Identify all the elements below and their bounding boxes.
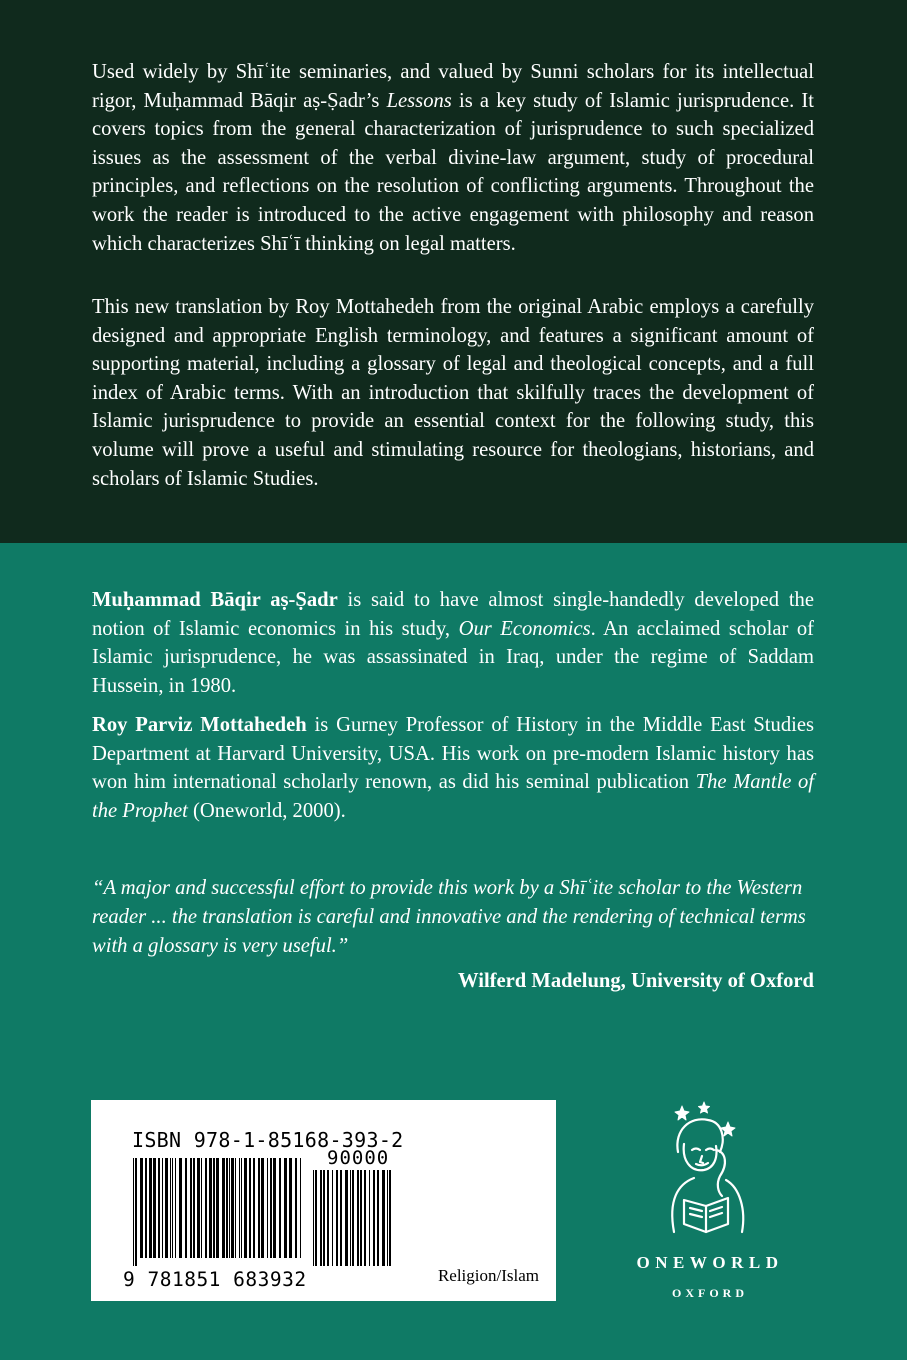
- barcode-bar: [222, 1158, 225, 1258]
- barcode-bar: [273, 1158, 276, 1258]
- blurb-paragraph-1: Used widely by Shīʿite seminaries, and valued by Sunni scholars for its intellectual rigor, Muḥammad Bāqir aṣ-Ṣadr’s Lessons is a key study of Islamic jurisprudence. It covers topics from the general characterization of jurisprudence to such specialized issues as the assessment of the verbal divine-law argument, study of procedural principles, and reflections on the resolution of conflicting arguments. Throughout the work the reader is introduced to the active engagement with philosophy and reason which characterizes Shīʿī thinking on legal matters.: [92, 61, 814, 255]
- translator-bio-mottahedeh: Roy Parviz Mottahedeh is Gurney Professor of History in the Middle East Studies Department at Harvard University, USA. His work on pre-modern Islamic history has won him international scholarly renown, as did his seminal publication The Mantle of the Prophet (Oneworld, 2000).: [92, 714, 814, 822]
- barcode-bar: [289, 1158, 292, 1258]
- book-title-our-economics: Our Economics: [458, 617, 591, 640]
- isbn-label: ISBN 978-1-85168-393-2: [132, 1128, 404, 1152]
- barcode-bar: [249, 1158, 251, 1258]
- barcode-bar: [205, 1158, 207, 1258]
- barcode-bar: [153, 1158, 156, 1258]
- ean-barcode: [133, 1158, 303, 1266]
- barcode-bar: [175, 1158, 176, 1258]
- barcode-bar: [179, 1158, 182, 1258]
- barcode-bar: [231, 1158, 234, 1258]
- barcode-bar: [373, 1170, 375, 1266]
- review-quote: “A major and successful effort to provide this work by a Shīʿite scholar to the Western reader ... the translation is careful and innovative and the rendering of technical terms with a glossary is very useful.”: [92, 877, 806, 957]
- barcode-bar: [261, 1158, 264, 1258]
- barcode-bar: [270, 1158, 272, 1258]
- barcode-bar: [295, 1158, 297, 1258]
- reading-figure-with-stars-icon: [660, 1100, 760, 1240]
- barcode-bar: [332, 1170, 333, 1266]
- book-title-lessons: Lessons: [386, 89, 452, 112]
- publisher-city: OXFORD: [672, 1286, 748, 1300]
- barcode-bar: [253, 1158, 255, 1258]
- barcode-bar: [149, 1158, 152, 1258]
- barcode-bar: [336, 1170, 338, 1266]
- barcode-bar: [235, 1158, 236, 1258]
- barcode-bar: [158, 1158, 160, 1258]
- barcode-bar: [244, 1158, 247, 1258]
- barcode-bar: [382, 1170, 385, 1266]
- publisher-name: ONEWORLD: [636, 1253, 784, 1272]
- translator-name: Roy Parviz Mottahedeh: [92, 714, 307, 736]
- barcode-bar: [190, 1158, 192, 1258]
- barcode-bar: [377, 1170, 379, 1266]
- barcode-bar: [185, 1158, 187, 1258]
- barcode-bar: [239, 1158, 240, 1258]
- barcode-bar: [364, 1170, 366, 1266]
- review-attribution: Wilferd Madelung, University of Oxford: [458, 970, 814, 992]
- barcode-bar: [315, 1170, 317, 1266]
- barcode-bar: [193, 1158, 195, 1258]
- barcode-bar: [350, 1170, 351, 1266]
- barcode-bar: [165, 1158, 168, 1258]
- barcode-bar: [320, 1170, 322, 1266]
- barcode-bar: [135, 1158, 137, 1266]
- barcode-bar: [258, 1158, 260, 1258]
- blurb-paragraph-2: This new translation by Roy Mottahedeh from the original Arabic employs a carefully designed and appropriate English terminology, and features a significant amount of supporting material, including a glossary of legal and theological concepts, and a full index of Arabic terms. With an introduction that skilfully traces the development of Islamic jurisprudence to provide an essential context for the following study, this volume will prove a useful and stimulating resource for theologians, historians, and scholars of Islamic Studies.: [92, 296, 814, 490]
- barcode-bar: [197, 1158, 200, 1258]
- barcode-bar: [327, 1170, 329, 1266]
- barcode-bar: [387, 1170, 388, 1266]
- addon-code: 90000: [327, 1147, 390, 1169]
- barcode-bar: [172, 1158, 173, 1258]
- publisher-logo: [590, 1100, 830, 1320]
- barcode-bar: [170, 1158, 171, 1258]
- barcode-bar: [300, 1158, 301, 1258]
- barcode-bar: [389, 1170, 391, 1266]
- barcode-bar: [162, 1158, 163, 1258]
- addon-barcode: [313, 1170, 393, 1266]
- barcode-bar: [216, 1158, 219, 1258]
- barcode-bar: [209, 1158, 212, 1258]
- barcode-bar: [229, 1158, 230, 1258]
- barcode-bar: [140, 1158, 143, 1258]
- barcode-bar: [213, 1158, 215, 1258]
- barcode-bar: [360, 1170, 362, 1266]
- author-name-sadr: Muḥammad Bāqir aṣ-Ṣadr: [92, 589, 338, 611]
- barcode-bar: [340, 1170, 342, 1266]
- ean-digits: 9 781851 683932: [123, 1268, 307, 1291]
- barcode-bar: [323, 1170, 325, 1266]
- barcode-bar: [313, 1170, 314, 1266]
- barcode-bar: [369, 1170, 370, 1266]
- barcode-bar: [226, 1158, 228, 1258]
- barcode-bar: [241, 1158, 242, 1258]
- category-label: Religion/Islam: [437, 1266, 539, 1285]
- top-dark-panel: [0, 0, 907, 543]
- author-bio-sadr: Muḥammad Bāqir aṣ-Ṣadr is said to have almost single-handedly developed the notion of Islamic economics in his study, Our Economics. An acclaimed scholar of Islamic jurisprudence, he was assassinated in Iraq, under the regime of Saddam Hussein, in 1980.: [92, 589, 814, 697]
- barcode-bar: [284, 1158, 287, 1258]
- barcode-box: [91, 1100, 556, 1301]
- barcode-bar: [357, 1170, 359, 1266]
- barcode-bar: [133, 1158, 134, 1266]
- book-title-mantle: The Mantle of the Prophet: [92, 771, 814, 822]
- barcode-bar: [279, 1158, 281, 1258]
- barcode-bar: [267, 1158, 268, 1258]
- barcode-bar: [201, 1158, 202, 1258]
- barcode-bar: [145, 1158, 147, 1258]
- barcode-bar: [345, 1170, 348, 1266]
- barcode-bar: [352, 1170, 354, 1266]
